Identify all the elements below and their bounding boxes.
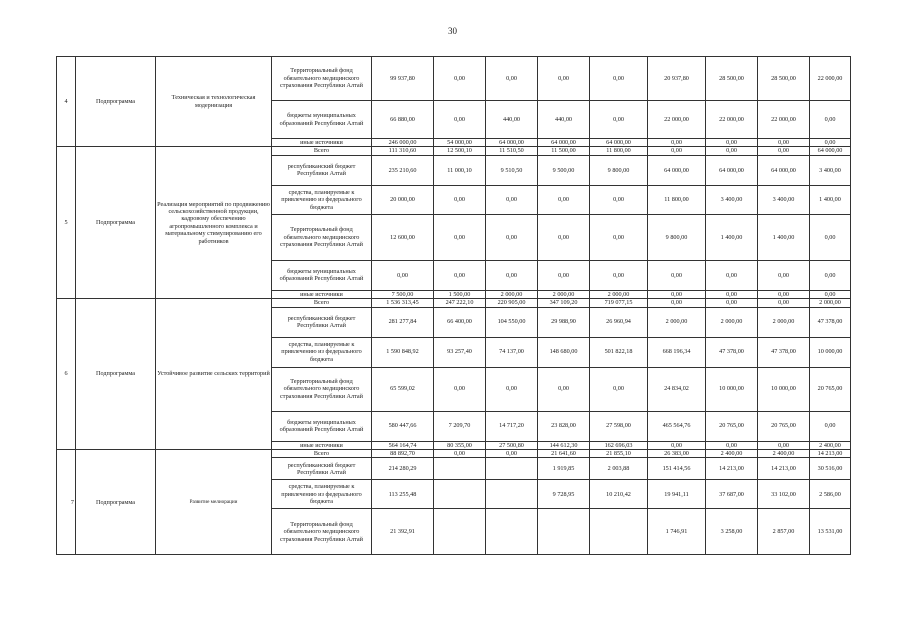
- amount-cell: 0,00: [648, 260, 706, 290]
- amount-cell: 2 857,00: [758, 509, 810, 555]
- amount-cell: 11 500,00: [538, 147, 590, 155]
- amount-cell: 1 400,00: [706, 214, 758, 260]
- funding-source: бюджеты муниципальных образований Республики Алтай: [272, 260, 372, 290]
- amount-cell: 144 612,30: [538, 441, 590, 449]
- amount-cell: 2 003,88: [590, 458, 648, 480]
- amount-cell: [486, 480, 538, 509]
- amount-cell: 10 000,00: [758, 367, 810, 411]
- amount-cell: 3 400,00: [758, 185, 810, 214]
- amount-cell: 111 310,60: [372, 147, 434, 155]
- amount-cell: 440,00: [486, 101, 538, 139]
- amount-cell: 64 000,00: [706, 155, 758, 185]
- amount-cell: 0,00: [810, 101, 851, 139]
- funding-source: иные источники: [272, 441, 372, 449]
- amount-cell: 23 828,00: [538, 411, 590, 441]
- amount-cell: 2 400,00: [758, 450, 810, 458]
- amount-cell: 0,00: [434, 367, 486, 411]
- amount-cell: 26 960,94: [590, 307, 648, 337]
- funding-source: республиканский бюджет Республики Алтай: [272, 155, 372, 185]
- funding-source: Всего: [272, 299, 372, 307]
- amount-cell: 88 892,70: [372, 450, 434, 458]
- amount-cell: 0,00: [758, 299, 810, 307]
- amount-cell: [434, 480, 486, 509]
- amount-cell: 29 988,90: [538, 307, 590, 337]
- amount-cell: 0,00: [648, 139, 706, 147]
- amount-cell: 0,00: [538, 260, 590, 290]
- amount-cell: 0,00: [648, 441, 706, 449]
- funding-source: Всего: [272, 450, 372, 458]
- amount-cell: 9 500,00: [538, 155, 590, 185]
- amount-cell: 1 536 313,45: [372, 299, 434, 307]
- funding-source: средства, планируемые к привлечению из федерального бюджета: [272, 480, 372, 509]
- amount-cell: 27 500,80: [486, 441, 538, 449]
- amount-cell: 0,00: [372, 260, 434, 290]
- amount-cell: 151 414,56: [648, 458, 706, 480]
- amount-cell: 2 000,00: [538, 290, 590, 298]
- amount-cell: 247 222,10: [434, 299, 486, 307]
- amount-cell: [590, 509, 648, 555]
- amount-cell: 0,00: [486, 185, 538, 214]
- amount-cell: 3 258,00: [706, 509, 758, 555]
- amount-cell: 99 937,80: [372, 57, 434, 101]
- amount-cell: 2 400,00: [706, 450, 758, 458]
- funding-source: средства, планируемые к привлечению из федерального бюджета: [272, 337, 372, 367]
- amount-cell: 0,00: [810, 260, 851, 290]
- amount-cell: 2 000,00: [648, 307, 706, 337]
- amount-cell: 65 599,02: [372, 367, 434, 411]
- program-name: Развитие мелиорации: [156, 450, 272, 555]
- amount-cell: 1 919,85: [538, 458, 590, 480]
- amount-cell: 0,00: [434, 260, 486, 290]
- program-number: 6: [57, 299, 76, 450]
- amount-cell: 3 400,00: [810, 155, 851, 185]
- amount-cell: [434, 509, 486, 555]
- amount-cell: 19 941,11: [648, 480, 706, 509]
- funding-source: Всего: [272, 147, 372, 155]
- amount-cell: 0,00: [486, 450, 538, 458]
- amount-cell: 27 598,00: [590, 411, 648, 441]
- amount-cell: 465 564,76: [648, 411, 706, 441]
- amount-cell: 0,00: [648, 290, 706, 298]
- amount-cell: 21 392,91: [372, 509, 434, 555]
- amount-cell: 564 164,74: [372, 441, 434, 449]
- funding-source: республиканский бюджет Республики Алтай: [272, 458, 372, 480]
- amount-cell: 28 500,00: [758, 57, 810, 101]
- amount-cell: 1 746,91: [648, 509, 706, 555]
- amount-cell: 0,00: [538, 367, 590, 411]
- amount-cell: 0,00: [486, 57, 538, 101]
- amount-cell: 2 400,00: [810, 441, 851, 449]
- amount-cell: 1 590 848,92: [372, 337, 434, 367]
- amount-cell: 2 000,00: [590, 290, 648, 298]
- amount-cell: [486, 509, 538, 555]
- amount-cell: 64 000,00: [758, 155, 810, 185]
- amount-cell: 66 880,00: [372, 101, 434, 139]
- funding-source: бюджеты муниципальных образований Республики Алтай: [272, 101, 372, 139]
- amount-cell: 28 500,00: [706, 57, 758, 101]
- amount-cell: 64 000,00: [538, 139, 590, 147]
- amount-cell: 0,00: [706, 441, 758, 449]
- amount-cell: 719 077,15: [590, 299, 648, 307]
- amount-cell: 0,00: [706, 299, 758, 307]
- amount-cell: 93 257,40: [434, 337, 486, 367]
- amount-cell: 0,00: [486, 214, 538, 260]
- amount-cell: 2 000,00: [810, 299, 851, 307]
- amount-cell: 22 000,00: [758, 101, 810, 139]
- amount-cell: 20 000,00: [372, 185, 434, 214]
- amount-cell: 74 137,00: [486, 337, 538, 367]
- amount-cell: 20 765,00: [810, 367, 851, 411]
- amount-cell: 9 510,50: [486, 155, 538, 185]
- amount-cell: 54 000,00: [434, 139, 486, 147]
- amount-cell: 0,00: [590, 185, 648, 214]
- amount-cell: 21 855,10: [590, 450, 648, 458]
- amount-cell: 0,00: [590, 260, 648, 290]
- funding-source: иные источники: [272, 290, 372, 298]
- amount-cell: 21 641,60: [538, 450, 590, 458]
- amount-cell: 113 255,48: [372, 480, 434, 509]
- amount-cell: 0,00: [590, 367, 648, 411]
- budget-table: [56, 56, 851, 555]
- amount-cell: 2 000,00: [706, 307, 758, 337]
- program-number: 7: [57, 450, 76, 555]
- amount-cell: 33 102,00: [758, 480, 810, 509]
- table-row: [57, 147, 851, 155]
- table-row: [57, 450, 851, 458]
- amount-cell: 0,00: [648, 299, 706, 307]
- amount-cell: 0,00: [486, 260, 538, 290]
- amount-cell: 0,00: [758, 290, 810, 298]
- amount-cell: 2 000,00: [758, 307, 810, 337]
- program-kind: Подпрограмма: [76, 57, 156, 147]
- page-number: 30: [448, 26, 457, 36]
- amount-cell: 0,00: [758, 139, 810, 147]
- amount-cell: 20 937,80: [648, 57, 706, 101]
- funding-source: средства, планируемые к привлечению из федерального бюджета: [272, 185, 372, 214]
- amount-cell: 0,00: [434, 185, 486, 214]
- amount-cell: 0,00: [758, 147, 810, 155]
- program-name: Техническая и технологическая модернизация: [156, 57, 272, 147]
- program-number: 5: [57, 147, 76, 299]
- amount-cell: 3 400,00: [706, 185, 758, 214]
- amount-cell: 347 109,20: [538, 299, 590, 307]
- amount-cell: 20 765,00: [706, 411, 758, 441]
- amount-cell: 0,00: [538, 185, 590, 214]
- amount-cell: 162 696,03: [590, 441, 648, 449]
- amount-cell: 0,00: [810, 411, 851, 441]
- table-row: [57, 57, 851, 101]
- amount-cell: 22 000,00: [706, 101, 758, 139]
- amount-cell: [538, 509, 590, 555]
- amount-cell: 0,00: [434, 101, 486, 139]
- amount-cell: 0,00: [810, 290, 851, 298]
- amount-cell: 64 000,00: [486, 139, 538, 147]
- amount-cell: 11 510,50: [486, 147, 538, 155]
- funding-source: бюджеты муниципальных образований Республики Алтай: [272, 411, 372, 441]
- amount-cell: 14 213,00: [706, 458, 758, 480]
- amount-cell: 0,00: [706, 147, 758, 155]
- amount-cell: 0,00: [486, 367, 538, 411]
- amount-cell: 14 213,00: [758, 458, 810, 480]
- amount-cell: 30 516,00: [810, 458, 851, 480]
- amount-cell: 220 905,00: [486, 299, 538, 307]
- amount-cell: 0,00: [810, 214, 851, 260]
- amount-cell: 0,00: [538, 57, 590, 101]
- amount-cell: 1 500,00: [434, 290, 486, 298]
- program-name: Реализация мероприятий по продвижению сельскохозяйственной продукции, кадровому обеспечению агропромышленного комплекса и материальному стимулированию его работников: [156, 147, 272, 299]
- amount-cell: 0,00: [590, 101, 648, 139]
- funding-source: иные источники: [272, 139, 372, 147]
- amount-cell: 0,00: [538, 214, 590, 260]
- amount-cell: 47 378,00: [810, 307, 851, 337]
- amount-cell: 47 378,00: [706, 337, 758, 367]
- amount-cell: 10 000,00: [706, 367, 758, 411]
- amount-cell: 26 383,00: [648, 450, 706, 458]
- amount-cell: 2 000,00: [486, 290, 538, 298]
- amount-cell: 22 000,00: [810, 57, 851, 101]
- funding-source: республиканский бюджет Республики Алтай: [272, 307, 372, 337]
- amount-cell: 0,00: [758, 260, 810, 290]
- funding-source: Территориальный фонд обязательного медицинского страхования Республики Алтай: [272, 367, 372, 411]
- funding-source: Территориальный фонд обязательного медицинского страхования Республики Алтай: [272, 509, 372, 555]
- amount-cell: 148 680,00: [538, 337, 590, 367]
- amount-cell: 13 531,00: [810, 509, 851, 555]
- amount-cell: 12 500,10: [434, 147, 486, 155]
- amount-cell: 64 000,00: [648, 155, 706, 185]
- program-number: 4: [57, 57, 76, 147]
- amount-cell: 11 800,00: [648, 185, 706, 214]
- amount-cell: 0,00: [758, 441, 810, 449]
- amount-cell: [434, 458, 486, 480]
- amount-cell: 0,00: [810, 139, 851, 147]
- amount-cell: 20 765,00: [758, 411, 810, 441]
- amount-cell: 1 400,00: [758, 214, 810, 260]
- amount-cell: 22 000,00: [648, 101, 706, 139]
- amount-cell: 246 000,00: [372, 139, 434, 147]
- amount-cell: 11 000,10: [434, 155, 486, 185]
- amount-cell: 0,00: [706, 260, 758, 290]
- amount-cell: 9 800,00: [648, 214, 706, 260]
- table-row: [57, 299, 851, 307]
- amount-cell: 0,00: [434, 450, 486, 458]
- amount-cell: 14 717,20: [486, 411, 538, 441]
- amount-cell: 440,00: [538, 101, 590, 139]
- amount-cell: 0,00: [434, 214, 486, 260]
- amount-cell: 281 277,84: [372, 307, 434, 337]
- amount-cell: 47 378,00: [758, 337, 810, 367]
- program-kind: Подпрограмма: [76, 299, 156, 450]
- amount-cell: 9 728,95: [538, 480, 590, 509]
- amount-cell: 580 447,66: [372, 411, 434, 441]
- amount-cell: 64 000,00: [590, 139, 648, 147]
- amount-cell: 66 400,00: [434, 307, 486, 337]
- amount-cell: 64 000,00: [810, 147, 851, 155]
- amount-cell: 11 800,00: [590, 147, 648, 155]
- program-kind: Подпрограмма: [76, 450, 156, 555]
- amount-cell: 235 210,60: [372, 155, 434, 185]
- amount-cell: 0,00: [706, 139, 758, 147]
- amount-cell: 10 000,00: [810, 337, 851, 367]
- amount-cell: 0,00: [590, 214, 648, 260]
- amount-cell: 7 500,00: [372, 290, 434, 298]
- amount-cell: 0,00: [590, 57, 648, 101]
- amount-cell: 80 355,00: [434, 441, 486, 449]
- amount-cell: 0,00: [648, 147, 706, 155]
- amount-cell: 0,00: [706, 290, 758, 298]
- amount-cell: 0,00: [434, 57, 486, 101]
- amount-cell: 2 586,00: [810, 480, 851, 509]
- amount-cell: 104 550,00: [486, 307, 538, 337]
- amount-cell: 9 800,00: [590, 155, 648, 185]
- amount-cell: 24 834,02: [648, 367, 706, 411]
- funding-source: Территориальный фонд обязательного медицинского страхования Республики Алтай: [272, 214, 372, 260]
- amount-cell: 1 400,00: [810, 185, 851, 214]
- amount-cell: 7 209,70: [434, 411, 486, 441]
- amount-cell: 214 280,29: [372, 458, 434, 480]
- program-name: Устойчивое развитие сельских территорий: [156, 299, 272, 450]
- amount-cell: 668 196,34: [648, 337, 706, 367]
- amount-cell: 37 687,00: [706, 480, 758, 509]
- amount-cell: 12 600,00: [372, 214, 434, 260]
- amount-cell: 10 210,42: [590, 480, 648, 509]
- funding-source: Территориальный фонд обязательного медицинского страхования Республики Алтай: [272, 57, 372, 101]
- program-kind: Подпрограмма: [76, 147, 156, 299]
- amount-cell: 14 213,00: [810, 450, 851, 458]
- amount-cell: 501 822,18: [590, 337, 648, 367]
- amount-cell: [486, 458, 538, 480]
